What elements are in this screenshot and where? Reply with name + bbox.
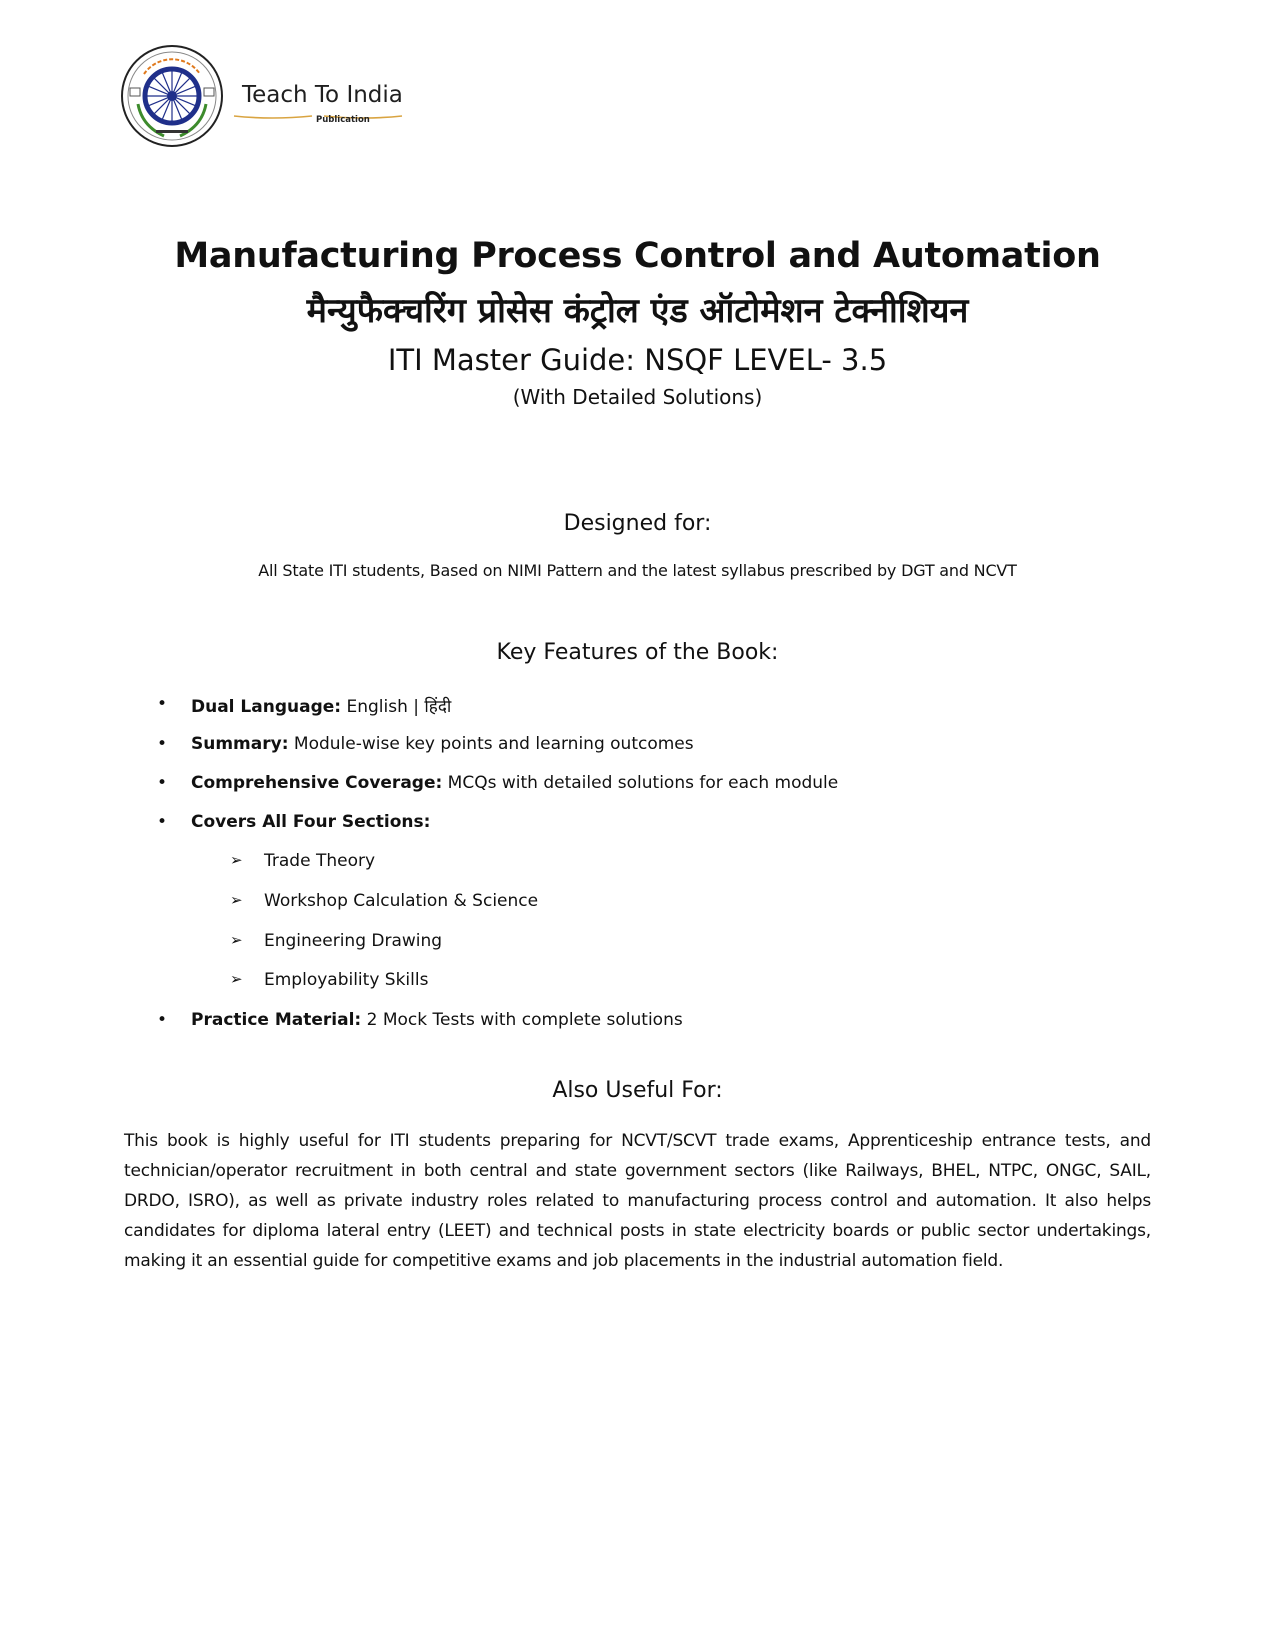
ashoka-chakra-seal-icon (120, 44, 224, 148)
feature-text: 2 Mock Tests with complete solutions (361, 1010, 683, 1030)
bullet-icon: • (157, 773, 168, 793)
section-label: Trade Theory (264, 851, 376, 871)
book-guide-level: ITI Master Guide: NSQF LEVEL- 3.5 (387, 343, 888, 377)
feature-label: Dual Language: (191, 697, 342, 717)
feature-text: Module-wise key points and learning outcomes (288, 734, 694, 754)
brand-subtitle: Publication (316, 115, 370, 125)
feature-label: Practice Material: (191, 1010, 362, 1030)
designed-for-heading: Designed for: (563, 511, 712, 536)
arrow-bullet-icon: ➢ (230, 891, 243, 909)
arrow-bullet-icon: ➢ (230, 851, 243, 869)
publisher-logo (120, 44, 420, 154)
section-label: Workshop Calculation & Science (264, 891, 539, 911)
designed-for-text: All State ITI students, Based on NIMI Pattern and the latest syllabus prescribed by DGT and NCVT (258, 561, 1017, 580)
feature-label: Covers All Four Sections: (191, 812, 431, 832)
book-solutions-note: (With Detailed Solutions) (512, 385, 763, 409)
also-useful-paragraph: This book is highly useful for ITI students preparing for NCVT/SCVT trade exams, Apprenticeship entrance tests, and technician/operator recruitment in both central and state government sectors (like Railways, BHEL, NTPC, ONGC, SAIL, DRDO, ISRO), as well as private industry roles related to manufacturing process control and automation. It also helps candidates for diploma lateral entry (LEET) and technical posts in state electricity boards or public sector undertakings, making it an essential guide for competitive exams and job placements in the industrial automation field. (124, 1131, 1151, 1271)
section-label: Engineering Drawing (264, 931, 443, 951)
also-useful-heading: Also Useful For: (552, 1078, 723, 1103)
bullet-icon: • (157, 812, 168, 832)
feature-label: Summary: (191, 734, 289, 754)
bullet-icon: • (157, 734, 168, 754)
bullet-icon: • (157, 694, 168, 714)
section-label: Employability Skills (264, 970, 429, 990)
brand-name: Teach To India (242, 82, 403, 108)
arrow-bullet-icon: ➢ (230, 931, 243, 949)
key-features-heading: Key Features of the Book: (496, 640, 779, 665)
feature-label: Comprehensive Coverage: (191, 773, 443, 793)
arrow-bullet-icon: ➢ (230, 970, 243, 988)
book-title-hindi: मैन्युफैक्चरिंग प्रोसेस कंट्रोल एंड ऑटोमेशन टेक्नीशियन (306, 291, 969, 331)
feature-text: English | हिंदी (341, 697, 452, 717)
bullet-icon: • (157, 1010, 168, 1030)
book-title-english: Manufacturing Process Control and Automation (174, 236, 1101, 276)
feature-text: MCQs with detailed solutions for each module (442, 773, 839, 793)
